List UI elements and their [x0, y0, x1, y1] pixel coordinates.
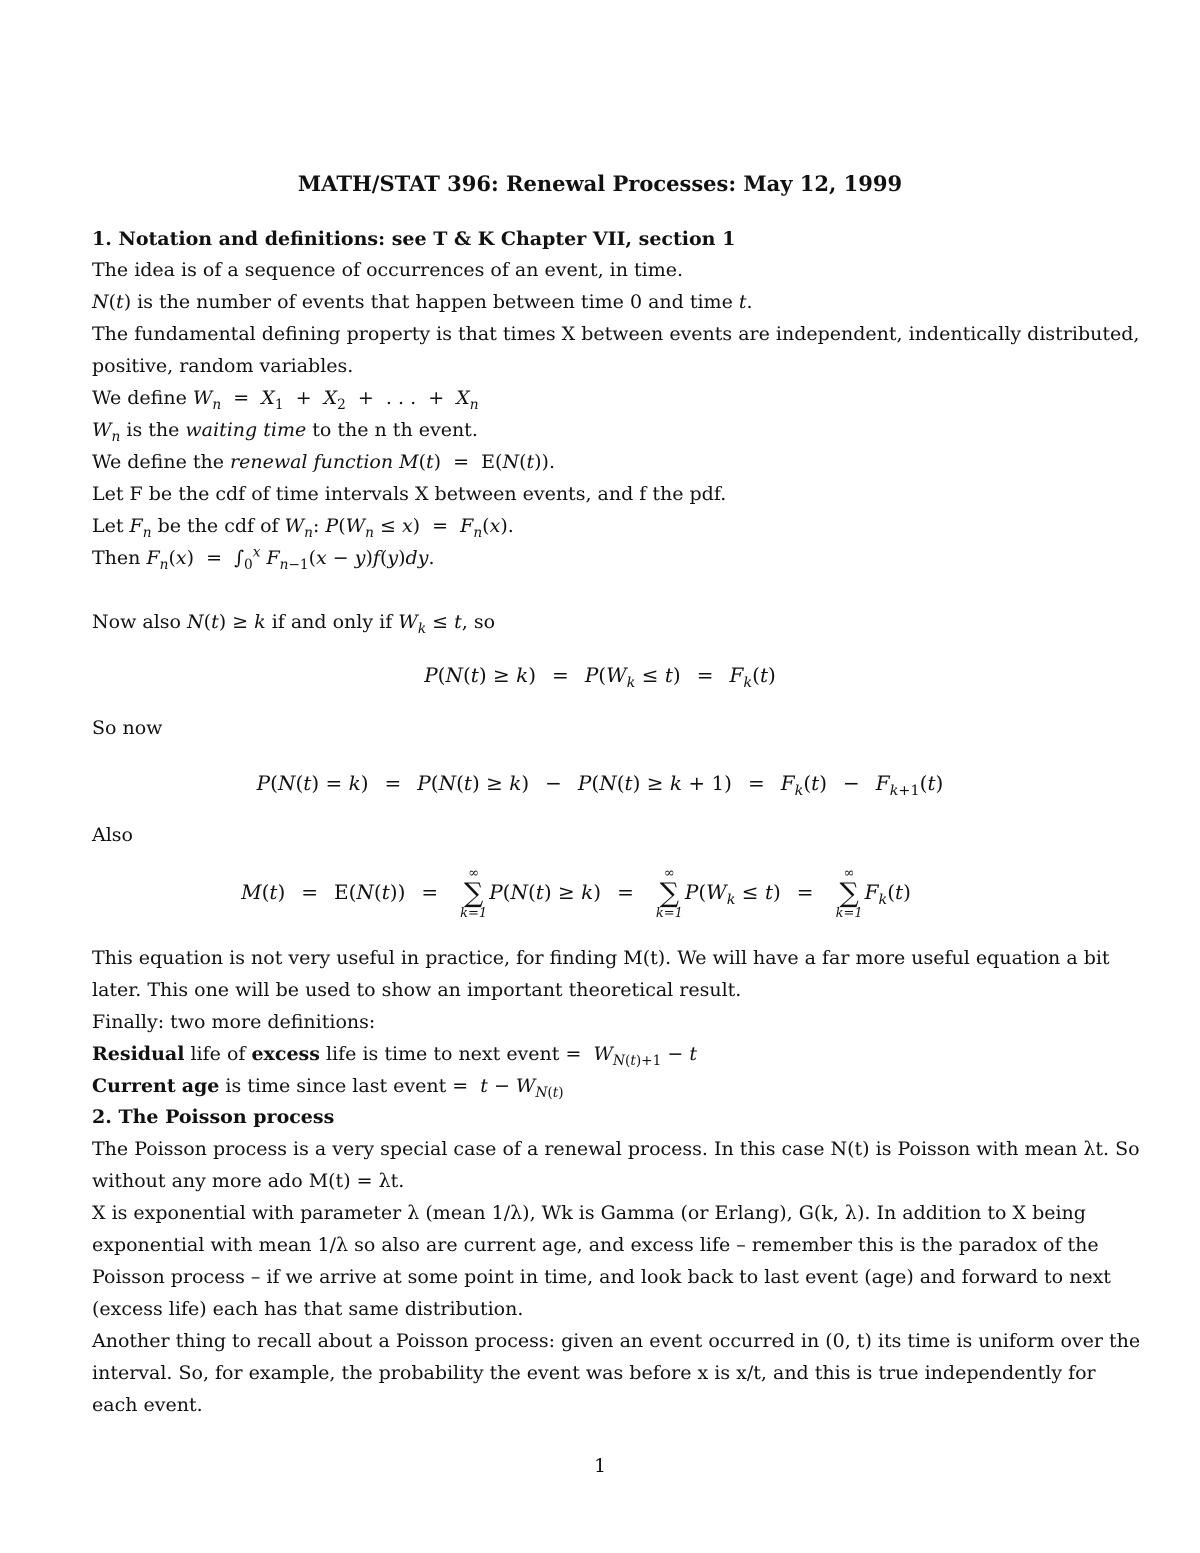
body-line: $W_n$ is the waiting time to the n th event.	[92, 419, 478, 445]
body-line: positive, random variables.	[92, 355, 354, 377]
body-line: The fundamental defining property is that times X between events are independent, indentically distributed,	[92, 323, 1140, 345]
formula-line: Let $F_n$ be the cdf of $W_n$: $P(W_n \le x) = F_n(x)$.	[92, 515, 514, 541]
body-line: The Poisson process is a very special case of a renewal process. In this case N(t) is Poisson with mean λt. So	[92, 1138, 1140, 1160]
display-equation: $P(N(t) \ge k) = P(W_k \le t) = F_k(t)$	[424, 663, 776, 692]
body-line: Another thing to recall about a Poisson process: given an event occurred in (0, t) its time is uniform over the	[92, 1330, 1141, 1352]
bold-term: age	[181, 1075, 220, 1097]
body-line: interval. So, for example, the probability the event was before x is x/t, and this is true independently for	[92, 1362, 1096, 1384]
body-line: X is exponential with parameter λ (mean 1/λ), Wk is Gamma (or Erlang), G(k, λ). In addition to X being	[92, 1202, 1086, 1224]
emphasis-text: renewal function	[230, 451, 394, 473]
body-line: (excess life) each has that same distribution.	[92, 1298, 524, 1320]
formula-line: Now also N(t) ≥ k if and only if $W_k \le t$, so	[92, 611, 496, 637]
body-line: each event.	[92, 1394, 203, 1416]
sum-symbol: ∞ ∑ k=1	[460, 866, 488, 921]
body-line: later. This one will be used to show an important theoretical result.	[92, 979, 742, 1001]
body-text: We define the	[92, 451, 224, 473]
body-line: exponential with mean 1/λ so also are current age, and excess life – remember this is the paradox of the	[92, 1234, 1099, 1256]
body-text: Let	[92, 515, 124, 537]
body-line: Poisson process – if we arrive at some point in time, and look back to last event (age) and forward to next	[92, 1266, 1111, 1288]
sum-symbol: ∞ ∑ k=1	[835, 866, 863, 921]
display-equation: $P(N(t) = k) = P(N(t) \ge k) - P(N(t) \ge k + 1) = F_k(t) - F_{k+1}(t)$	[256, 771, 944, 800]
body-text: is time since last event =	[225, 1075, 469, 1097]
formula-line: Then $F_n(x) = \int_0^x$ $F_{n-1}(x - y)f(y)dy$.	[92, 544, 435, 573]
body-line: Finally: two more definitions:	[92, 1011, 376, 1033]
body-line: without any more ado M(t) = λt.	[92, 1170, 405, 1192]
formula-line: We define the renewal function M(t) = E(N(t)).	[92, 451, 556, 473]
body-text: be the cdf of	[157, 515, 279, 537]
bold-term: Residual	[92, 1043, 185, 1065]
body-text: life of	[190, 1043, 246, 1065]
section-2-heading: 2. The Poisson process	[92, 1106, 335, 1128]
emphasis-text: waiting time	[185, 419, 307, 441]
body-line: N(t) is the number of events that happen between time 0 and time t.	[92, 291, 753, 313]
body-text: is the number of events that happen between time 0 and time	[137, 291, 733, 313]
page-title: MATH/STAT 396: Renewal Processes: May 12, 1999	[297, 171, 903, 196]
definition-line: Residual life of excess life is time to next event = $W_{N(t)+1} - t$	[92, 1043, 697, 1069]
body-line: The idea is of a sequence of occurrences of an event, in time.	[92, 259, 684, 281]
definition-line: Current age is time since last event = $t - W_{N(t)}$	[92, 1075, 564, 1101]
body-text: is the	[126, 419, 180, 441]
bold-term: excess	[251, 1043, 320, 1065]
section-1-heading: 1. Notation and definitions: see T & K Chapter VII, section 1	[92, 228, 736, 250]
formula-line: We define $W_n = X_1 + X_2$ + . . . + $X_n$	[92, 387, 479, 413]
display-equation: M(t) = E(N(t)) = ∞ ∑ k=1 P(N(t) ≥ k) = ∞ ∑ k=1 $P(W_k \le t)$ = ∞ ∑ k=1 $F_k(t)$	[241, 866, 911, 921]
body-text: Then	[92, 547, 141, 569]
sum-symbol: ∞ ∑ k=1	[655, 866, 683, 921]
body-text: if and only if	[271, 611, 393, 633]
body-line: This equation is not very useful in practice, for finding M(t). We will have a far more useful equation a bit	[92, 947, 1110, 969]
bold-term: Current	[92, 1075, 176, 1097]
body-line: So now	[92, 717, 163, 739]
body-line: Let F be the cdf of time intervals X between events, and f the pdf.	[92, 483, 727, 505]
body-text: We define	[92, 387, 187, 409]
body-text: Now also	[92, 611, 181, 633]
body-text: so	[473, 611, 496, 633]
page-number: 1	[593, 1455, 607, 1477]
body-text: to the n th event.	[312, 419, 478, 441]
body-text: life is time to next event =	[325, 1043, 582, 1065]
body-line: Also	[92, 824, 133, 846]
